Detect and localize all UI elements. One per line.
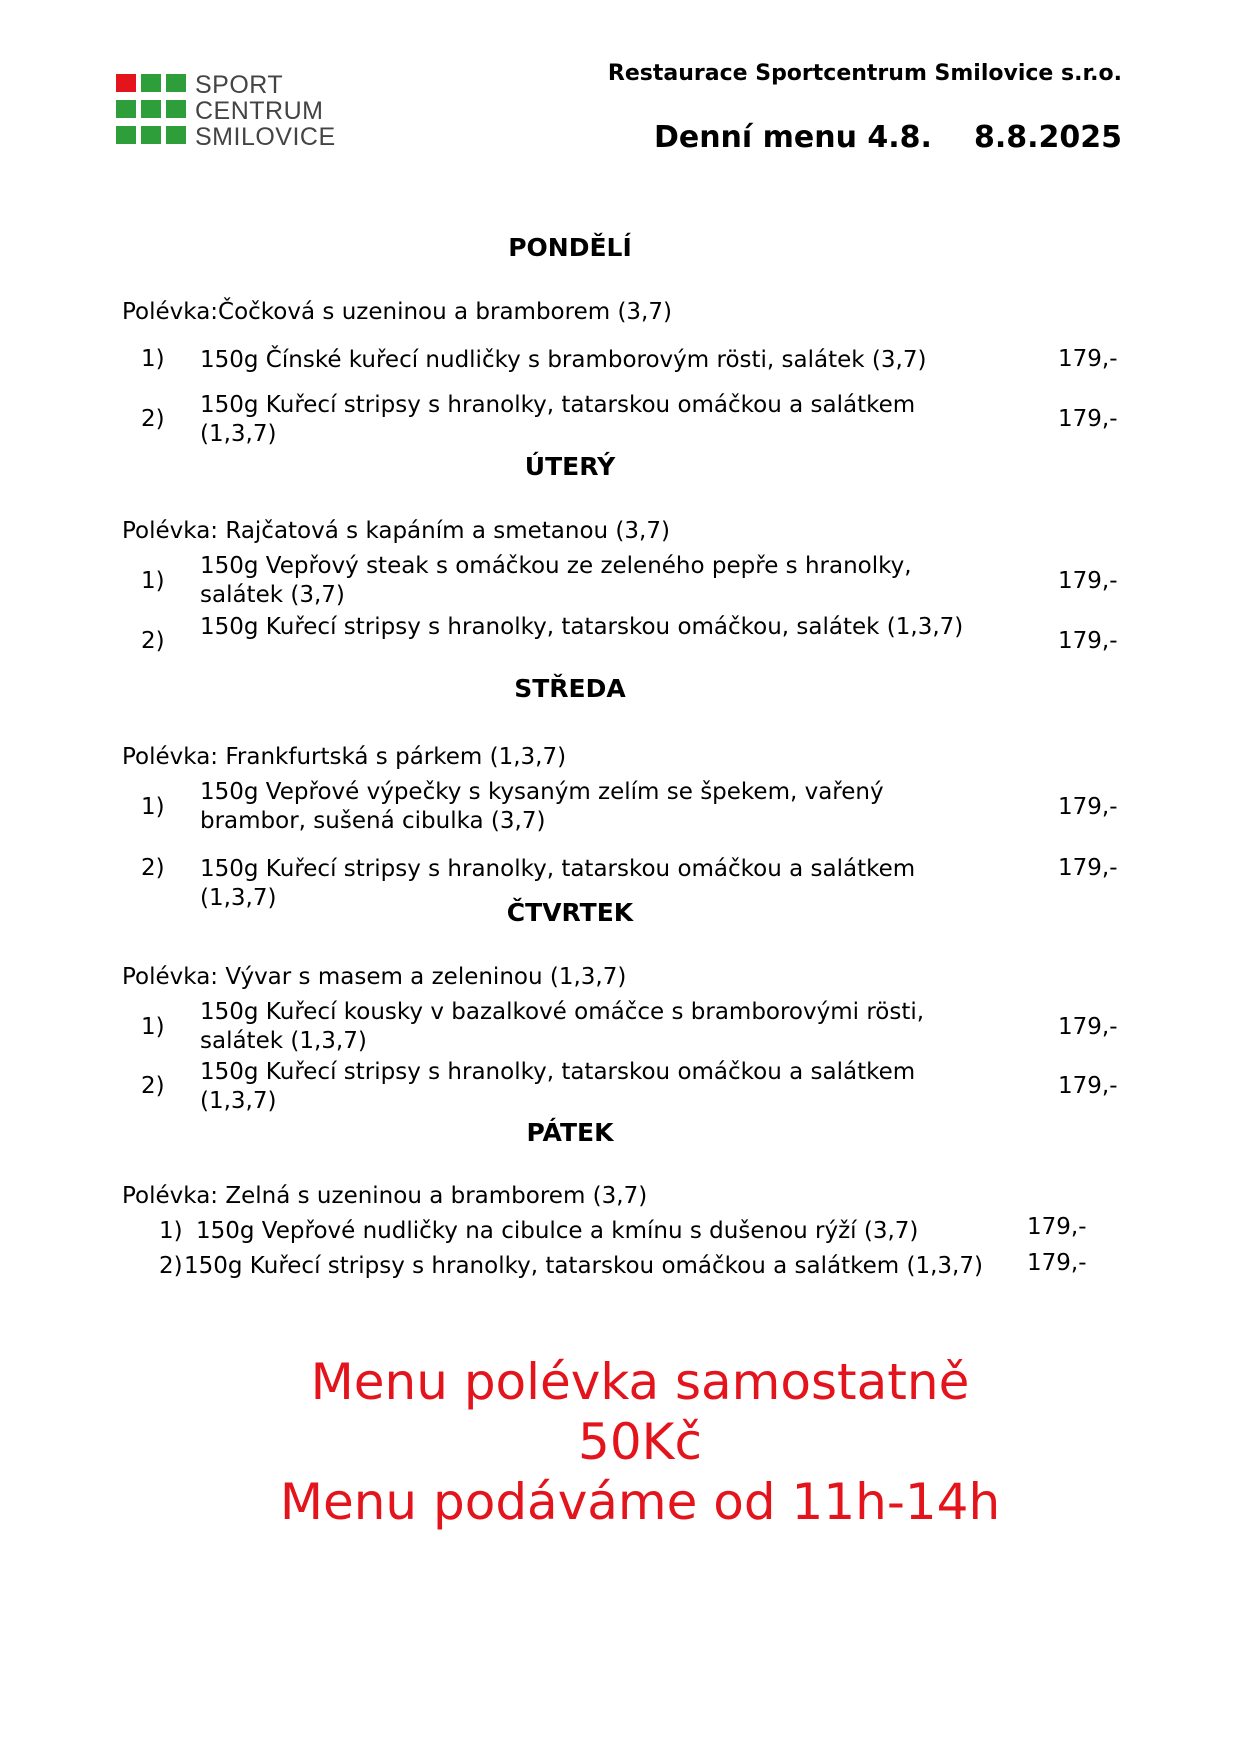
soup-price-note: 50Kč	[578, 1413, 702, 1471]
menu-title	[654, 120, 1122, 155]
logo-wordmark	[195, 72, 380, 150]
logo-line: SPORT	[195, 71, 284, 99]
soup-wednesday: Polévka: Frankfurtská s párkem (1,3,7)	[122, 744, 567, 770]
dish-number: 1)	[159, 1218, 183, 1244]
day-heading-tuesday: ÚTERÝ	[524, 452, 616, 481]
menu-title-end: 8.8.2025	[973, 120, 1122, 155]
day-heading-friday: PÁTEK	[526, 1118, 614, 1147]
dish-text: 150g Vepřové nudličky na cibulce a kmínu s dušenou rýží (3,7)	[196, 1218, 919, 1244]
dish-price: 179,-	[1027, 1250, 1087, 1276]
dish-text: 150g Kuřecí stripsy s hranolky, tatarskou omáčkou a salátkem (1,3,7)	[184, 1253, 983, 1279]
dish-text: 150g Čínské kuřecí nudličky s bramborovým rösti, salátek (3,7)	[200, 347, 927, 373]
dish-price: 179,-	[1058, 568, 1118, 594]
dish-number: 1)	[141, 794, 165, 820]
dish-price: 179,-	[1058, 406, 1118, 432]
dish-number: 1)	[141, 568, 165, 594]
sportcentrum-logo	[116, 72, 376, 152]
dish-number: 2)	[159, 1253, 183, 1279]
dish-number: 1)	[141, 346, 165, 372]
dish-price: 179,-	[1027, 1214, 1087, 1240]
day-heading-thursday: ČTVRTEK	[506, 898, 634, 927]
dish-price: 179,-	[1058, 346, 1118, 372]
soup-monday: Polévka:Čočková s uzeninou a bramborem (3,7)	[122, 299, 672, 325]
soup-thursday: Polévka: Vývar s masem a zeleninou (1,3,7)	[122, 964, 627, 990]
dish-text: 150g Kuřecí kousky v bazalkové omáčce s bramborovými rösti, salátek (1,3,7)	[200, 999, 925, 1054]
dish-price: 179,-	[1058, 1014, 1118, 1040]
dish-text: 150g Kuřecí stripsy s hranolky, tatarskou omáčkou a salátkem (1,3,7)	[200, 856, 916, 911]
dish-price: 179,-	[1058, 855, 1118, 881]
soup-standalone-note: Menu polévka samostatně	[310, 1353, 970, 1411]
dish-text: 150g Kuřecí stripsy s hranolky, tatarskou omáčkou a salátkem (1,3,7)	[200, 392, 916, 447]
dish-price: 179,-	[1058, 794, 1118, 820]
dish-text: 150g Vepřové výpečky s kysaným zelím se špekem, vařený brambor, sušená cibulka (3,7)	[200, 779, 884, 834]
soup-tuesday: Polévka: Rajčatová s kapáním a smetanou (3,7)	[122, 518, 670, 544]
day-heading-wednesday: STŘEDA	[514, 674, 626, 703]
dish-text: 150g Vepřový steak s omáčkou ze zeleného pepře s hranolky, salátek (3,7)	[200, 553, 912, 608]
day-heading-monday: PONDĚLÍ	[508, 233, 632, 262]
dish-number: 1)	[141, 1014, 165, 1040]
company-name: Restaurace Sportcentrum Smilovice s.r.o.	[607, 61, 1122, 86]
soup-friday: Polévka: Zelná s uzeninou a bramborem (3,7)	[122, 1183, 648, 1209]
dish-price: 179,-	[1058, 1073, 1118, 1099]
logo-line: CENTRUM	[195, 97, 324, 125]
menu-title-start: Denní menu 4.8.	[653, 120, 932, 155]
dish-number: 2)	[141, 406, 165, 432]
dish-price: 179,-	[1058, 628, 1118, 654]
dish-number: 2)	[141, 628, 165, 654]
dish-number: 2)	[141, 1073, 165, 1099]
dish-text: 150g Kuřecí stripsy s hranolky, tatarskou omáčkou, salátek (1,3,7)	[200, 614, 964, 640]
serving-hours-note: Menu podáváme od 11h-14h	[279, 1473, 1001, 1531]
dish-number: 2)	[141, 855, 165, 881]
logo-line: SMILOVICE	[195, 123, 336, 151]
dish-text: 150g Kuřecí stripsy s hranolky, tatarskou omáčkou a salátkem (1,3,7)	[200, 1059, 916, 1114]
